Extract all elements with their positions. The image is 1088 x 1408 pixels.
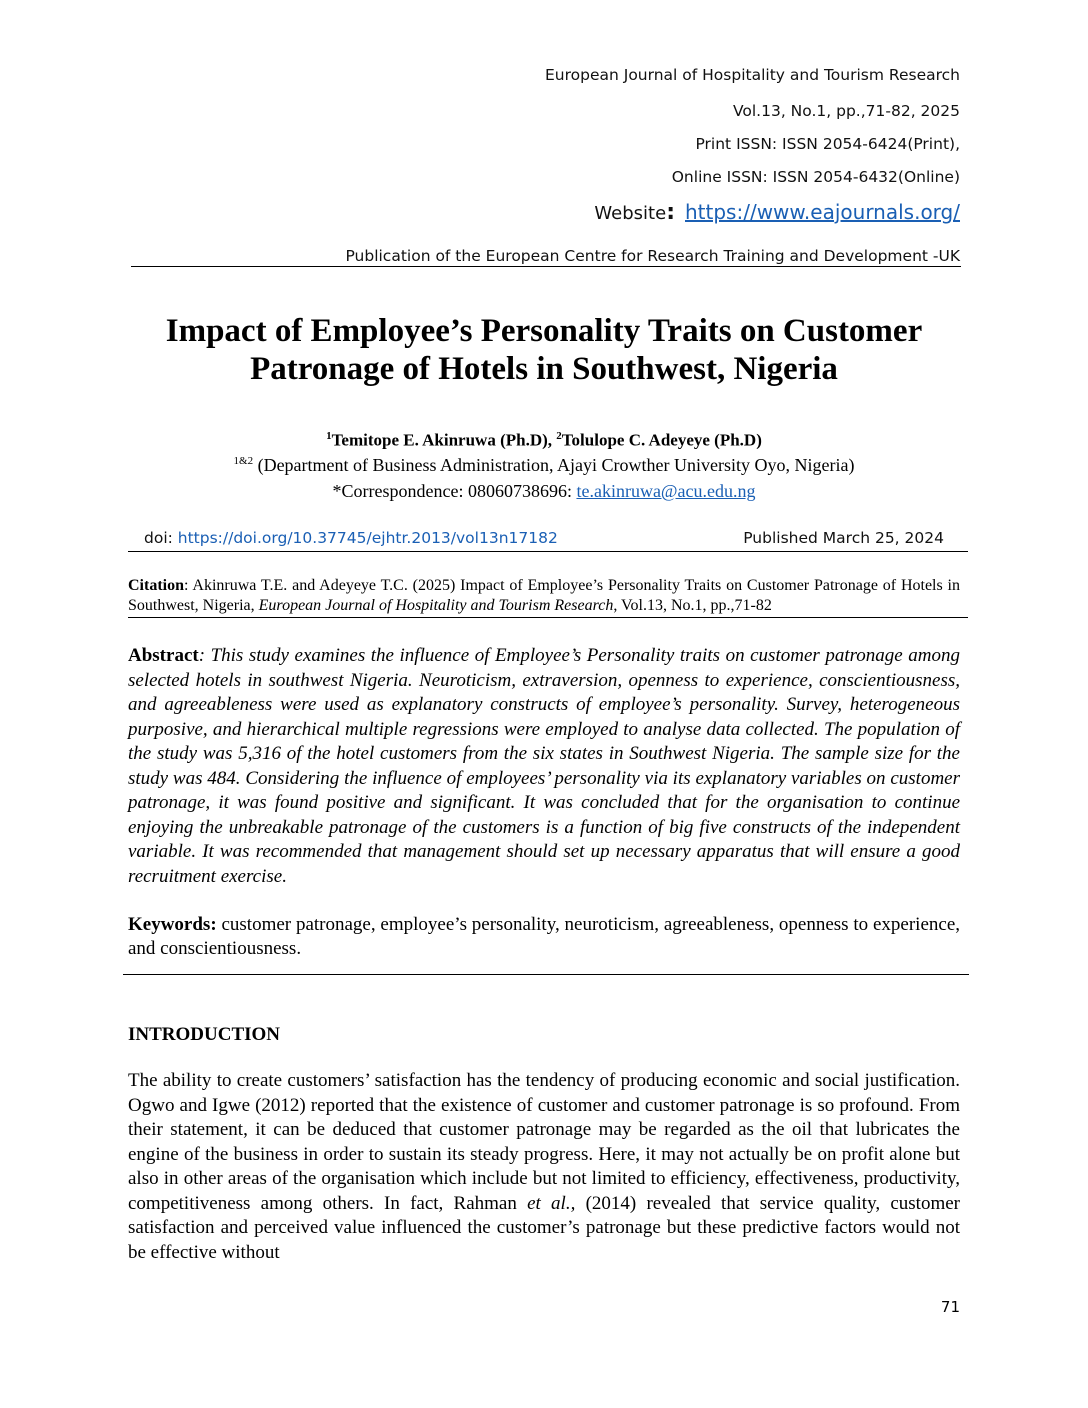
intro-text: The ability to create customers’ satisfaction has the tendency of producing economic and social justification. Ogwo and Igwe (2012) reported that the existence of customer and customer patronage is so profound. From their statement, it can be deduced that customer patronage may be regarded as the oil that lubricates the engine of the business in order to sustain its steady progress. Here, it may not actually be on profit alone but also in other areas of the organisation which include but not limited to efficiency, effectiveness, productivity, competitiveness among others. In fact, Rahman [128,1070,960,1214]
correspondence-line [100,481,988,502]
correspondence-text: *Correspondence: 08060738696: [332,481,577,501]
email-link[interactable]: te.akinruwa@acu.edu.ng [576,481,756,501]
doi-row [132,529,960,551]
publisher-line: Publication of the European Centre for Research Training and Development -UK [345,247,960,265]
doi-label: doi: [144,529,178,547]
affiliation-sup: 1&2 [233,455,254,467]
keywords-text: customer patronage, employee’s personality, neuroticism, agreeableness, openness to experience, and conscientiousness. [128,914,960,959]
citation-divider [128,617,968,618]
author2-name: Tolulope C. Adeyeye (Ph.D) [561,430,762,450]
author1-name: Temitope E. Akinruwa (Ph.D), [331,430,557,450]
abstract-divider [123,974,969,975]
affiliation-line [100,455,988,476]
website-line [0,200,960,225]
header-divider [131,266,961,267]
abstract-text: : This study examines the influence of Employee’s Personality traits on customer patronage among selected hotels in southwest Nigeria. Neuroticism, extraversion, openness to experience, conscientiousness, and agreeableness were used as explanatory constructs of employee’s personality. Survey, heterogeneous purposive, and hierarchical multiple regressions were employed to analyse data collected. The population of the study was 5,316 of the hotel customers from the six states in Southwest Nigeria. The sample size for the study was 484. Considering the influence of employees’ personality via its explanatory variables on customer patronage, it was found positive and significant. It was concluded that for the organisation to continue enjoying the unbreakable patronage of the customers is a function of big five constructs of the independent variable. It was recommended that management should set up necessary apparatus that will ensure a good recruitment exercise. [128,645,960,887]
volume-info: Vol.13, No.1, pp.,71-82, 2025 [732,102,960,120]
introduction-heading: INTRODUCTION [128,1024,281,1045]
author2-sup: 2 [556,430,562,442]
citation-journal: European Journal of Hospitality and Tourism Research [258,597,614,614]
doi-link[interactable]: https://doi.org/10.37745/ejhtr.2013/vol13n17182 [177,529,558,547]
citation-label: Citation [128,577,184,594]
introduction-paragraph [128,1069,960,1265]
author-line [100,430,988,451]
abstract [128,644,960,889]
keywords [128,913,960,961]
doi [144,529,558,547]
online-issn: Online ISSN: ISSN 2054-6432(Online) [671,168,960,186]
journal-name: European Journal of Hospitality and Tourism Research [545,66,960,84]
website-colon: : [666,200,675,225]
citation-tail: , Vol.13, No.1, pp.,71-82 [613,597,772,614]
citation [128,576,960,616]
doi-divider [128,551,968,552]
citation-text: : Akinruwa T.E. and Adeyeye T.C. (2025) Impact of Employee’s Personality Traits on Customer Patronage of Hotels in Southwest, Nigeria, [128,577,960,614]
abstract-label: Abstract [128,645,199,666]
intro-et-al: et al., [527,1192,576,1214]
article-title: Impact of Employee’s Personality Traits on Customer Patronage of Hotels in Southwest, Nigeria [165,313,923,387]
website-label: Website [594,203,667,224]
author1-sup: 1 [326,430,332,442]
page-number: 71 [940,1298,960,1316]
print-issn: Print ISSN: ISSN 2054-6424(Print), [695,135,960,153]
keywords-label: Keywords: [128,914,217,935]
intro-text-tail: (2014) revealed that service quality, customer satisfaction and perceived value influenced the customer’s patronage but these predictive factors would not be effective without [128,1192,960,1263]
affiliation-text: (Department of Business Administration, Ajayi Crowther University Oyo, Nigeria) [253,455,855,475]
published-date: Published March 25, 2024 [743,529,944,547]
website-link[interactable]: https://www.eajournals.org/ [685,200,960,224]
